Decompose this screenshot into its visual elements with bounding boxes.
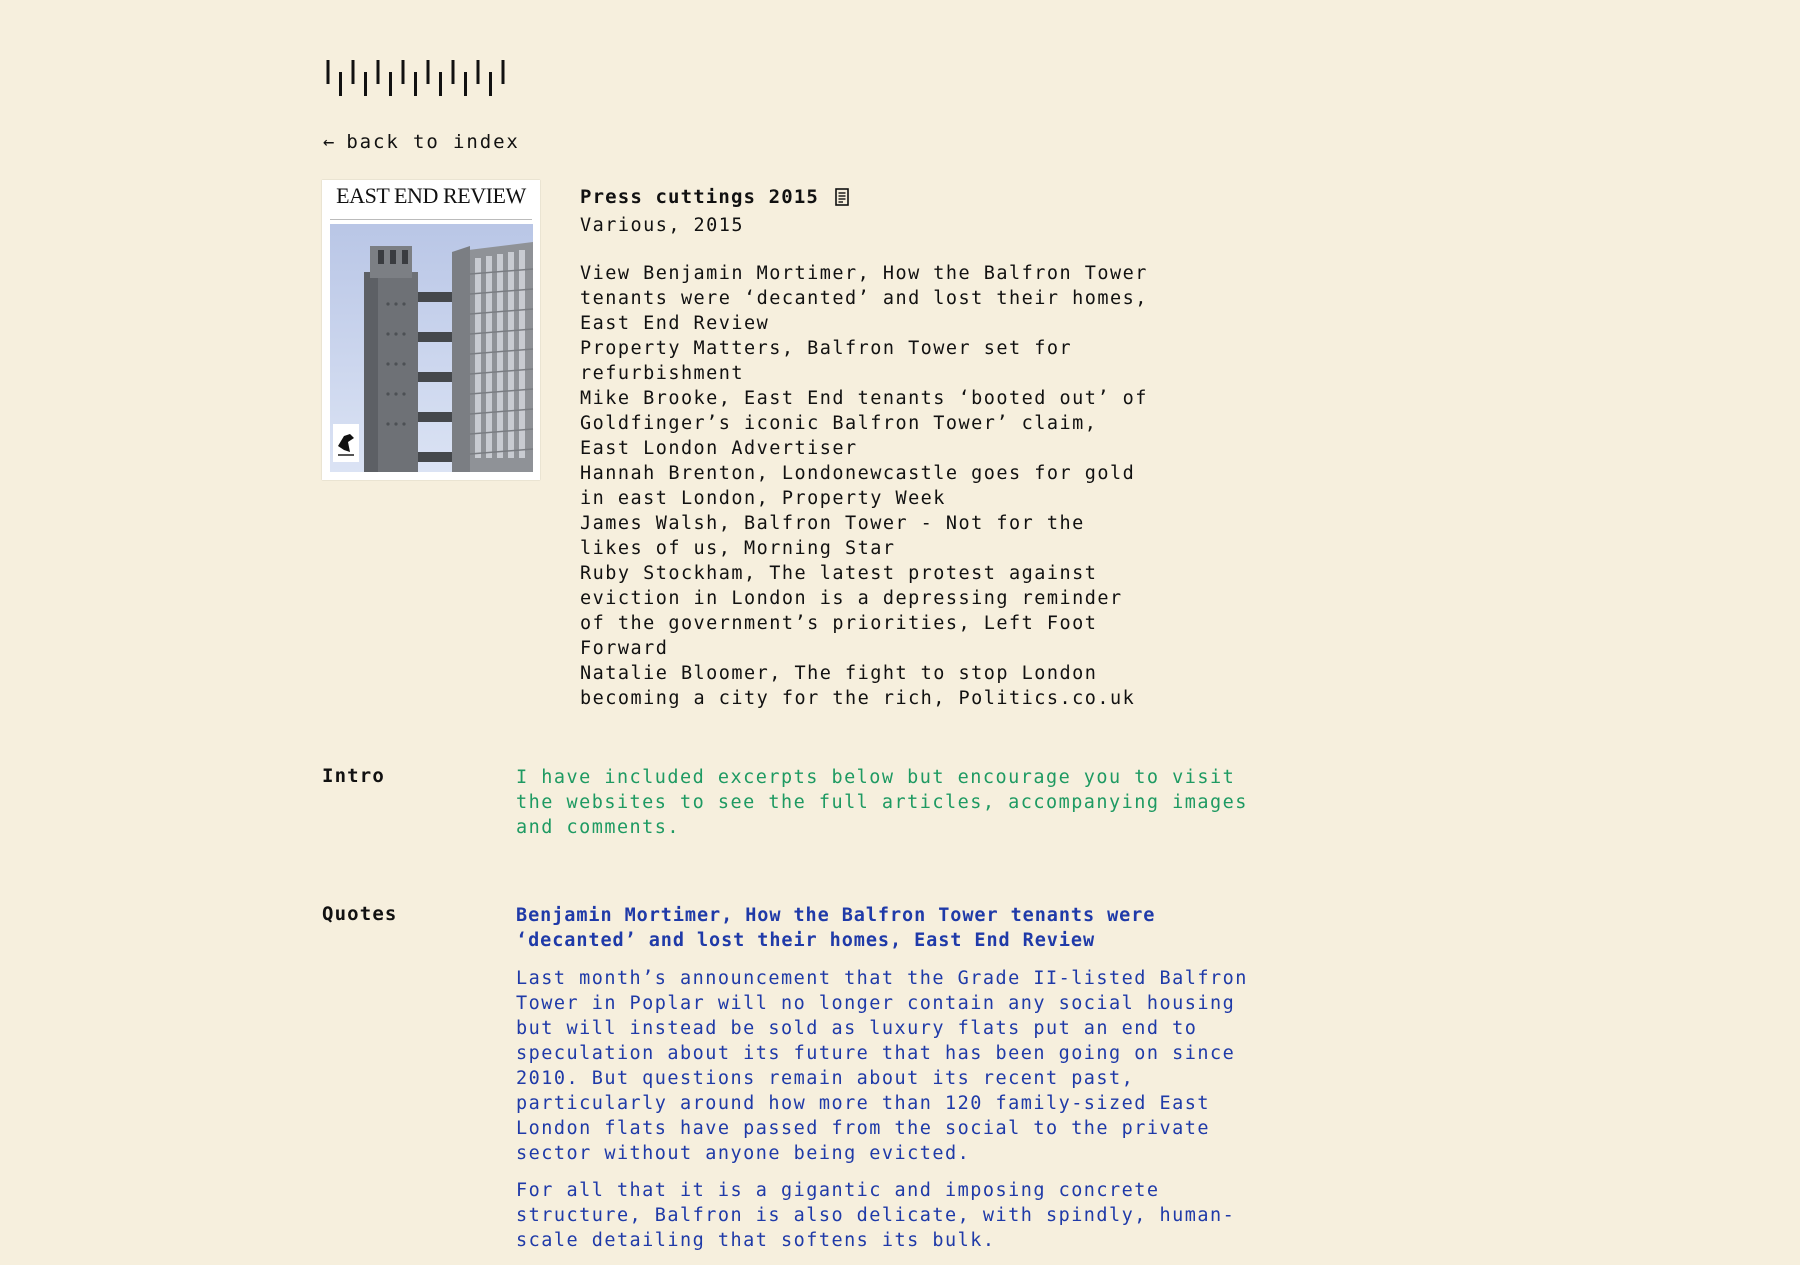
quotes-label: Quotes <box>322 903 398 925</box>
intro-label: Intro <box>322 765 385 787</box>
list-item[interactable]: James Walsh, Balfron Tower - Not for the likes of us, Morning Star <box>580 513 1085 559</box>
entry-meta: Various, 2015 <box>580 215 745 236</box>
list-item[interactable]: Hannah Brenton, Londonewcastle goes for gold in east London, Property Week <box>580 463 1136 509</box>
quote-paragraph: For all that it is a gigantic and imposing concrete structure, Balfron is also delicate, with spindly, human-scale detailing that softens its bulk. <box>516 1180 1236 1251</box>
quotes-block <box>516 903 1276 1265</box>
list-item[interactable]: Natalie Bloomer, The fight to stop London becoming a city for the rich, Politics.co.uk <box>580 663 1136 709</box>
intro-text: I have included excerpts below but encourage you to visit the websites to see the full articles, accompanying images and comments. <box>516 767 1248 838</box>
list-item[interactable]: Property Matters, Balfron Tower set for refurbishment <box>580 338 1073 384</box>
back-to-index-label: back to index <box>346 131 520 153</box>
document-icon[interactable] <box>835 188 849 206</box>
entry-title: Press cuttings 2015 <box>580 186 820 208</box>
quote-paragraph: Last month’s announcement that the Grade II-listed Balfron Tower in Poplar will no longer contain any social housing but will instead be sold as luxury flats put an end to speculation about its future that has been going on since 2010. But questions remain about its recent past, particularly around how more than 120 family-sized East London flats have passed from the social to the private sector without anyone being evicted. <box>516 968 1248 1164</box>
tower-block-photo <box>330 224 533 472</box>
cover-rule <box>330 219 532 220</box>
cover-image <box>322 180 540 480</box>
barcode-tick-logo[interactable] <box>326 58 512 96</box>
back-to-index-link[interactable] <box>323 131 520 153</box>
list-item[interactable]: Ruby Stockham, The latest protest against eviction in London is a depressing reminder of the government’s priorities, Left Foot Forward <box>580 563 1123 659</box>
quote-title: Benjamin Mortimer, How the Balfron Tower tenants were ‘decanted’ and lost their homes, East End Review <box>516 905 1156 951</box>
entry-title-row <box>580 183 1180 211</box>
cover-masthead: EAST END REVIEW <box>336 183 526 208</box>
left-arrow-icon: ← <box>323 131 337 153</box>
list-item[interactable]: Mike Brooke, East End tenants ‘booted out’ of Goldfinger’s iconic Balfron Tower’ claim, East London Advertiser <box>580 388 1148 459</box>
list-item[interactable]: View Benjamin Mortimer, How the Balfron Tower tenants were ‘decanted’ and lost their homes, East End Review <box>580 263 1148 334</box>
press-cuttings-list <box>580 261 1160 711</box>
entry-info <box>580 183 1180 711</box>
